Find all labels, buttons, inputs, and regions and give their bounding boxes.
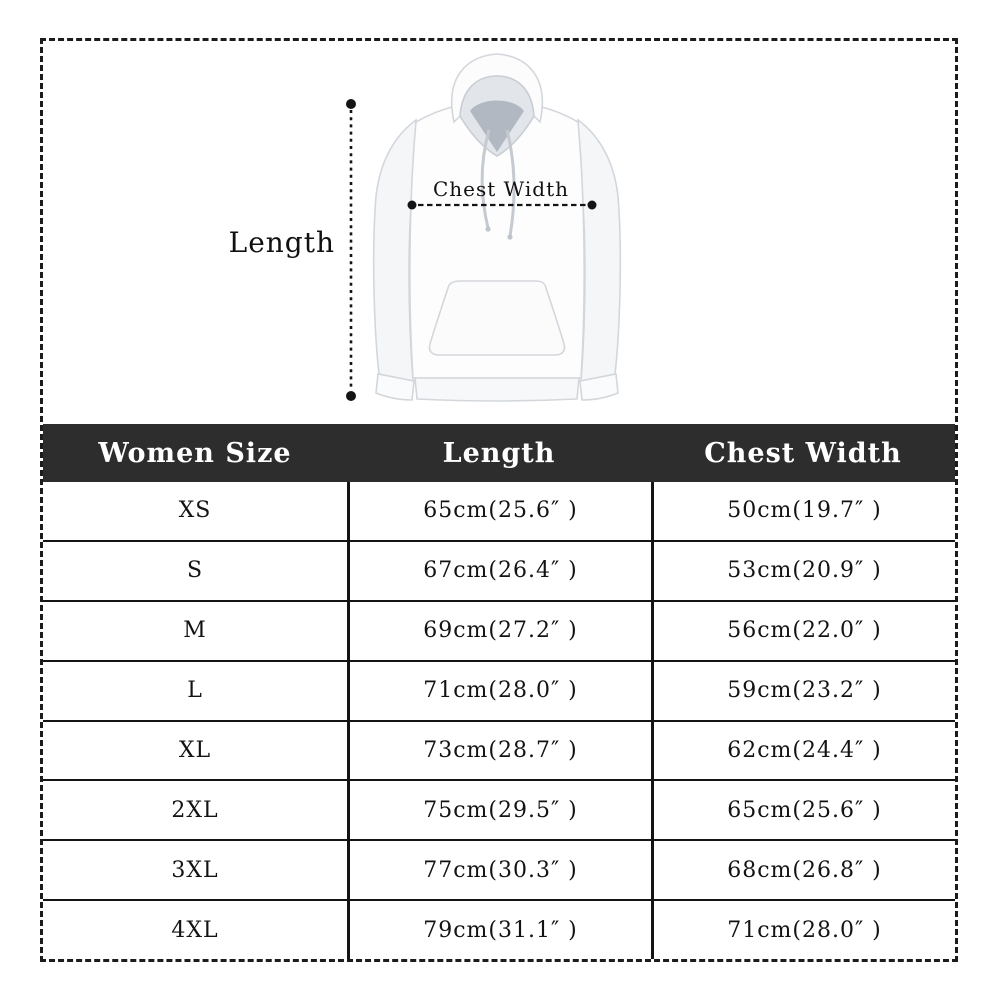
cell-length: 67cm(26.4″ ) — [347, 542, 651, 600]
cell-chest: 68cm(26.8″ ) — [651, 841, 955, 899]
column-header-length: Length — [442, 437, 556, 469]
cell-size: XS — [178, 498, 212, 524]
cell-length: 73cm(28.7″ ) — [347, 722, 651, 780]
cell-chest: 59cm(23.2″ ) — [651, 662, 955, 720]
length-annotation: Length — [228, 226, 335, 259]
chest-width-annotation: Chest Width — [433, 177, 569, 201]
table-row — [43, 540, 955, 600]
cell-size: M — [183, 618, 207, 644]
cell-length: 77cm(30.3″ ) — [347, 841, 651, 899]
column-header-women-size: Women Size — [98, 437, 292, 469]
cell-length: 65cm(25.6″ ) — [347, 482, 651, 540]
cell-length: 75cm(29.5″ ) — [347, 781, 651, 839]
cell-size: 4XL — [171, 917, 219, 943]
cell-chest: 62cm(24.4″ ) — [651, 722, 955, 780]
table-row — [43, 899, 955, 959]
cell-size: L — [187, 678, 203, 704]
cell-chest: 56cm(22.0″ ) — [651, 602, 955, 660]
cell-size: 2XL — [171, 797, 219, 823]
cell-size: XL — [178, 737, 212, 763]
cell-length: 79cm(31.1″ ) — [347, 901, 651, 959]
dashed-frame — [40, 38, 958, 962]
cell-chest: 65cm(25.6″ ) — [651, 781, 955, 839]
table-row — [43, 779, 955, 839]
cell-size: S — [186, 558, 204, 584]
table-body — [43, 482, 955, 959]
cell-chest: 53cm(20.9″ ) — [651, 542, 955, 600]
column-header-chest-width: Chest Width — [704, 437, 902, 469]
cell-chest: 50cm(19.7″ ) — [651, 482, 955, 540]
cell-size: 3XL — [171, 857, 219, 883]
table-row — [43, 839, 955, 899]
size-table — [43, 424, 955, 959]
cell-chest: 71cm(28.0″ ) — [651, 901, 955, 959]
table-row — [43, 660, 955, 720]
table-row — [43, 482, 955, 540]
table-header-row — [43, 424, 955, 482]
table-row — [43, 720, 955, 780]
table-row — [43, 600, 955, 660]
cell-length: 69cm(27.2″ ) — [347, 602, 651, 660]
cell-length: 71cm(28.0″ ) — [347, 662, 651, 720]
